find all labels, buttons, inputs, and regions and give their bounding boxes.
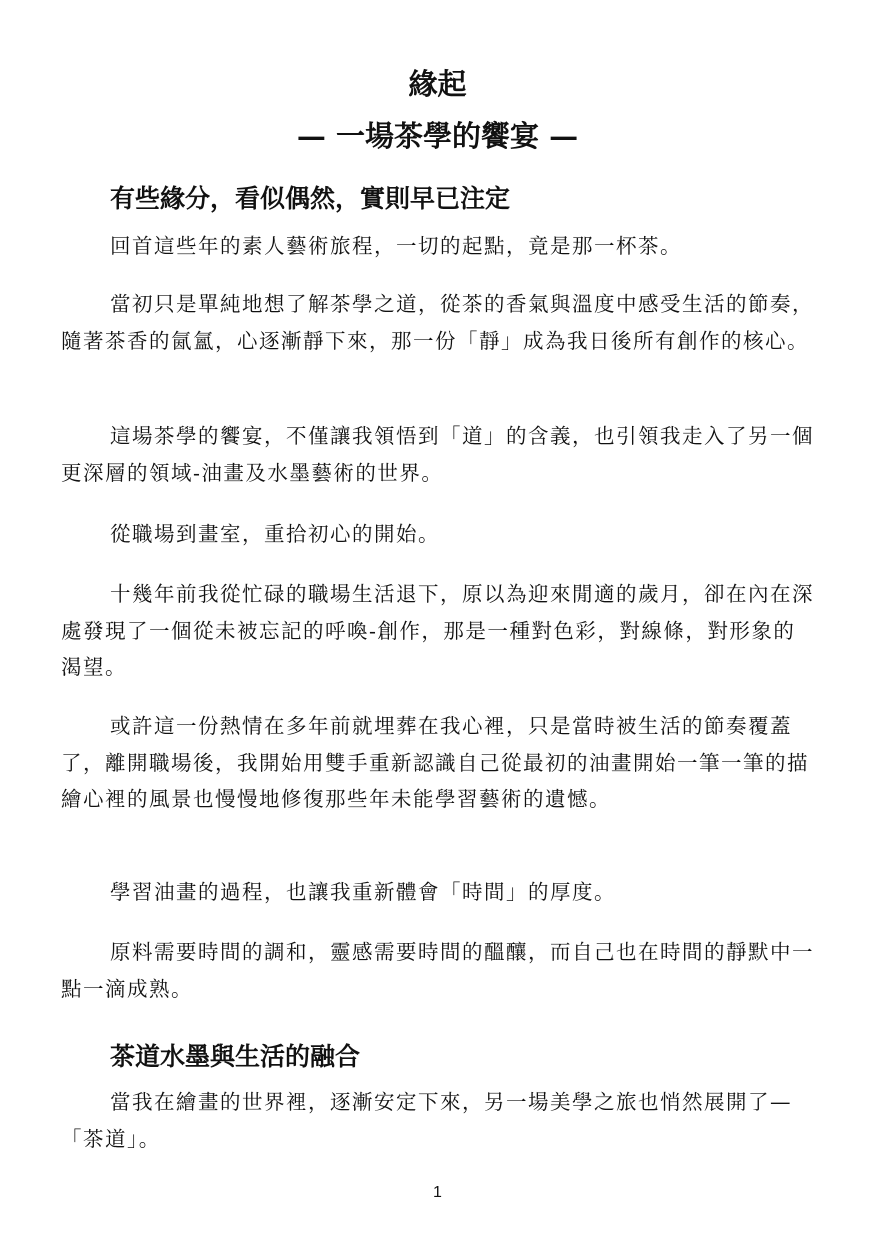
paragraph: 或許這一份熱情在多年前就埋葬在我心裡，只是當時被生活的節奏覆蓋了，離開職場後，我開始用雙手重新認識自己從最初的油畫開始一筆一筆的描繪心裡的風景也慢慢地修復那些年未能學習藝術的遺憾。 bbox=[61, 714, 809, 811]
document-title: 緣起 bbox=[408, 67, 467, 101]
paragraph: 學習油畫的過程，也讓我重新體會「時間」的厚度。 bbox=[110, 880, 616, 904]
paragraph: 這場茶學的饗宴，不僅讓我領悟到「道」的含義，也引領我走入了另一個更深層的領域-油畫及水墨藝術的世界。 bbox=[61, 424, 814, 485]
paragraph: 十幾年前我從忙碌的職場生活退下，原以為迎來閒適的歲月，卻在內在深處發現了一個從未被忘記的呼喚-創作，那是一種對色彩，對線條，對形象的渴望。 bbox=[61, 582, 814, 679]
paragraph: 從職場到畫室，重拾初心的開始。 bbox=[110, 522, 440, 546]
paragraph: 當初只是單純地想了解茶學之道，從茶的香氣與溫度中感受生活的節奏，隨著茶香的氤氳，心逐漸靜下來，那一份「靜」成為我日後所有創作的核心。 bbox=[61, 292, 814, 353]
paragraph: 回首這些年的素人藝術旅程，一切的起點，竟是那一杯茶。 bbox=[110, 234, 682, 258]
section-heading-fate: 有些緣分，看似偶然，實則早已注定 bbox=[110, 184, 511, 213]
document-subtitle: — 一場茶學的饗宴 — bbox=[296, 119, 579, 153]
paragraph: 原料需要時間的調和，靈感需要時間的醞釀，而自己也在時間的靜默中一點一滴成熟。 bbox=[61, 940, 814, 1001]
section-heading-tea-ink: 茶道水墨與生活的融合 bbox=[110, 1042, 361, 1071]
page-number: 1 bbox=[433, 1184, 442, 1201]
paragraph: 當我在繪畫的世界裡，逐漸安定下來，另一場美學之旅也悄然展開了—「茶道」。 bbox=[61, 1090, 792, 1151]
